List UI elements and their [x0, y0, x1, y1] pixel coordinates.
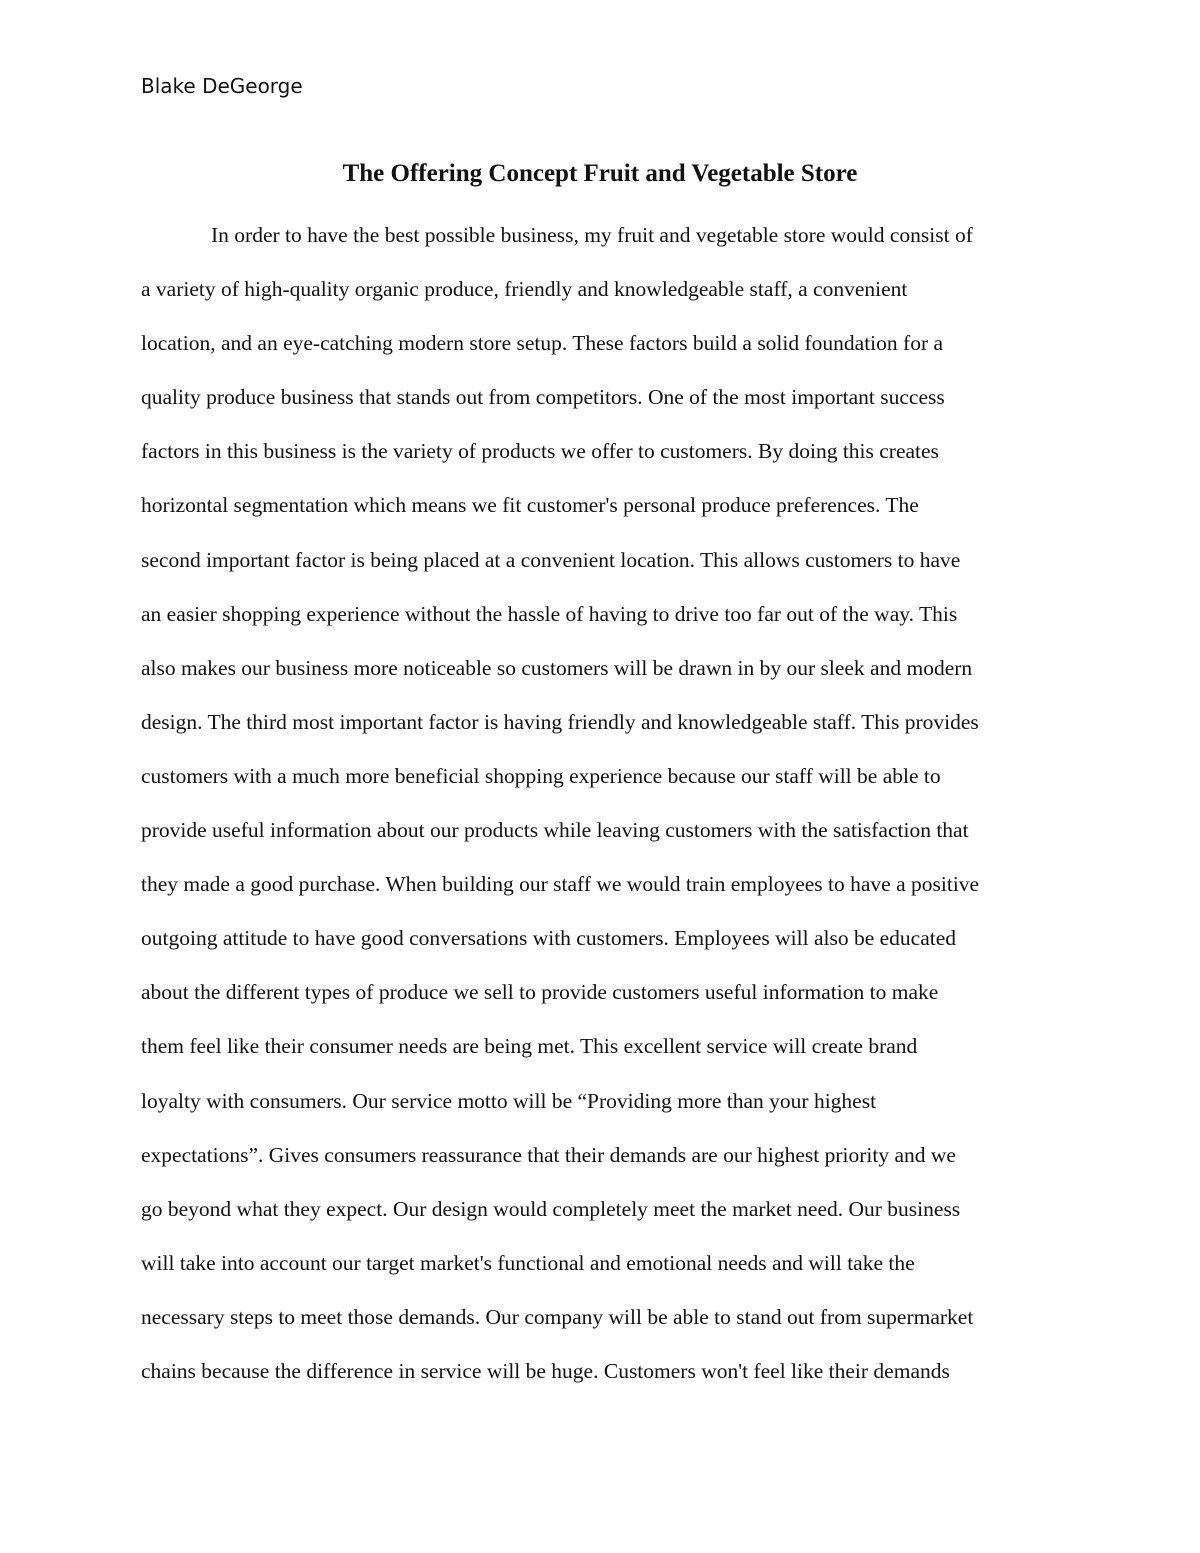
- body-paragraph: [141, 218, 1081, 1408]
- paragraph-line: loyalty with consumers. Our service motto will be “Providing more than your highest: [141, 1088, 877, 1113]
- paragraph-line: horizontal segmentation which means we fit customer's personal produce preferences. The: [141, 493, 919, 518]
- paragraph-line: chains because the difference in service will be huge. Customers won't feel like their demands: [141, 1358, 950, 1383]
- paragraph-line: factors in this business is the variety of products we offer to customers. By doing this creates: [141, 439, 939, 464]
- paragraph-line: them feel like their consumer needs are being met. This excellent service will create brand: [141, 1034, 918, 1059]
- paragraph-line: will take into account our target market's functional and emotional needs and will take the: [141, 1250, 915, 1275]
- paragraph-line: outgoing attitude to have good conversations with customers. Employees will also be educated: [141, 926, 957, 951]
- paragraph-line: expectations”. Gives consumers reassurance that their demands are our highest priority and we: [141, 1142, 956, 1167]
- document-title: The Offering Concept Fruit and Vegetable Store: [342, 160, 858, 187]
- paragraph-line: location, and an eye-catching modern store setup. These factors build a solid foundation for a: [141, 331, 944, 356]
- paragraph-line: go beyond what they expect. Our design would completely meet the market need. Our business: [141, 1196, 961, 1221]
- paragraph-line: design. The third most important factor is having friendly and knowledgeable staff. This provides: [141, 709, 979, 734]
- author-name: Blake DeGeorge: [141, 74, 303, 98]
- paragraph-line: also makes our business more noticeable so customers will be drawn in by our sleek and modern: [141, 655, 973, 680]
- paragraph-line: an easier shopping experience without the hassle of having to drive too far out of the way. This: [141, 601, 958, 626]
- paragraph-line: they made a good purchase. When building our staff we would train employees to have a positive: [141, 872, 980, 897]
- paragraph-line: a variety of high-quality organic produce, friendly and knowledgeable staff, a convenient: [141, 277, 908, 302]
- paragraph-line: necessary steps to meet those demands. Our company will be able to stand out from supermarket: [141, 1304, 974, 1329]
- paragraph-line: about the different types of produce we sell to provide customers useful information to make: [141, 980, 939, 1005]
- paragraph-line: quality produce business that stands out from competitors. One of the most important success: [141, 385, 945, 410]
- paragraph-line: In order to have the best possible business, my fruit and vegetable store would consist of: [211, 223, 973, 247]
- paragraph-line: second important factor is being placed at a convenient location. This allows customers to have: [141, 547, 961, 572]
- paragraph-line: customers with a much more beneficial shopping experience because our staff will be able to: [141, 763, 941, 788]
- paragraph-line: provide useful information about our products while leaving customers with the satisfaction that: [141, 818, 969, 843]
